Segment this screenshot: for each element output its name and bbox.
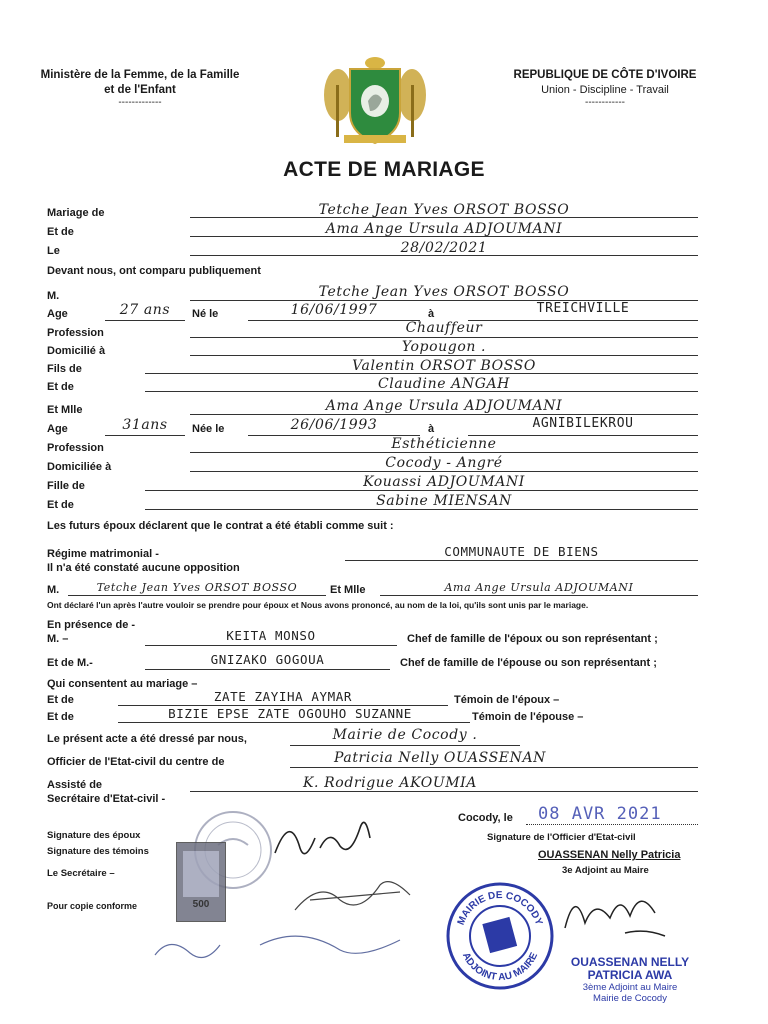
republic-motto: Union - Discipline - Travail <box>541 84 669 96</box>
label-contract-m: M. <box>47 584 60 596</box>
label-bride-mother: Et de <box>47 499 74 511</box>
secretary-value: K. Rodrigue AKOUMIA <box>302 775 478 791</box>
sig-epoux-label: Signature des époux <box>47 830 141 841</box>
groom-mother-value: Claudine ANGAH <box>377 376 510 392</box>
contract-bride-value: Ama Ange Ursula ADJOUMANI <box>444 581 634 594</box>
label-bride-mlle: Et Mlle <box>47 404 83 416</box>
presence-intro: En présence de - <box>47 619 136 631</box>
chef2-role: Chef de famille de l'épouse ou son représentant ; <box>400 657 657 669</box>
label-witness2: Et de <box>47 711 74 723</box>
bride-father-value: Kouassi ADJOUMANI <box>363 474 525 490</box>
label-groom-age: Age <box>47 308 68 320</box>
label-groom-m: M. <box>47 290 60 302</box>
label-groom-profession: Profession <box>47 327 104 339</box>
stamp-name2: PATRICIA AWA <box>587 968 673 982</box>
rule <box>190 414 698 415</box>
stamp-name1: OUASSENAN NELLY <box>570 955 690 969</box>
republic-dash: ------------ <box>585 97 625 108</box>
ministry-dash: ------------- <box>118 97 162 108</box>
rule <box>345 560 698 561</box>
label-bride-domicile: Domiciliée à <box>47 461 112 473</box>
rule <box>190 337 698 338</box>
label-contract-mlle: Et Mlle <box>330 584 366 596</box>
bride-mother-value: Sabine MIENSAN <box>376 493 512 509</box>
rule <box>145 669 390 670</box>
fiscal-stamp-image <box>183 851 219 897</box>
label-dresse: Le présent acte a été dressé par nous, <box>47 733 247 745</box>
rule <box>290 745 520 746</box>
label-groom-ne-le: Né le <box>192 308 219 320</box>
chef1-role: Chef de famille de l'époux ou son représentant ; <box>407 633 658 645</box>
bride-age-value: 31ans <box>122 417 168 433</box>
label-groom-domicile: Domicilié à <box>47 345 106 357</box>
rule <box>380 595 698 596</box>
round-stamp-top-text: MAIRIE DE COCODY <box>455 889 545 927</box>
groom-birthdate-value: 16/06/1997 <box>290 302 378 318</box>
round-stamp-adjoint <box>444 880 556 992</box>
republic-header <box>490 68 720 108</box>
bride-birthplace-value: AGNIBILEKROU <box>532 416 634 431</box>
witness-signature <box>290 870 420 920</box>
rule <box>105 435 185 436</box>
fiscal-stamp <box>176 842 226 922</box>
label-presence-et-de-m: Et de M.- <box>47 657 93 669</box>
groom-father-value: Valentin ORSOT BOSSO <box>352 358 536 374</box>
groom-profession-value: Chauffeur <box>405 320 483 336</box>
dresse-place-value: Mairie de Cocody . <box>332 727 478 743</box>
coat-of-arms-logo <box>318 55 432 147</box>
document-title: ACTE DE MARIAGE <box>283 158 485 181</box>
rule <box>145 490 698 491</box>
rule <box>68 595 326 596</box>
ministry-line2: et de l'Enfant <box>104 84 176 96</box>
label-bride-nee-le: Née le <box>192 423 225 435</box>
bride-profession-value: Esthéticienne <box>391 436 497 452</box>
date-stamp: 08 AVR 2021 <box>538 804 662 824</box>
witness2-role: Témoin de l'épouse – <box>472 711 584 723</box>
stamp-role1: 3ème Adjoint au Maire <box>582 982 678 993</box>
officer-name: OUASSENAN Nelly Patricia <box>538 849 681 861</box>
rule <box>118 722 470 723</box>
contract-intro: Les futurs époux déclarent que le contrat a été établi comme suit : <box>47 520 394 532</box>
rule <box>290 767 698 768</box>
republic-line1: REPUBLIQUE DE CÔTE D'IVOIRE <box>513 69 697 81</box>
ministry-line1: Ministère de la Femme, de la Famille <box>40 69 240 81</box>
regime-value: COMMUNAUTE DE BIENS <box>444 544 599 559</box>
bride-name-value: Ama Ange Ursula ADJOUMANI <box>325 398 563 414</box>
rule <box>190 791 698 792</box>
chef2-value: GNIZAKO GOGOUA <box>210 652 325 667</box>
contract-groom-value: Tetche Jean Yves ORSOT BOSSO <box>96 581 298 594</box>
rule <box>190 355 698 356</box>
officer-sig-label: Signature de l'Officier d'Etat-civil <box>487 832 636 843</box>
pour-copie-label: Pour copie conforme <box>47 901 138 911</box>
label-fille-de: Fille de <box>47 480 85 492</box>
le-secretaire-label: Le Secrétaire – <box>47 868 115 879</box>
consent-text: Qui consentent au mariage – <box>47 678 198 690</box>
witness1-value: ZATE ZAYIHA AYMAR <box>213 689 353 704</box>
mariage-de-value: Tetche Jean Yves ORSOT BOSSO <box>318 202 570 218</box>
witness1-role: Témoin de l'époux – <box>454 694 560 706</box>
rule <box>526 824 698 825</box>
round-stamp-bottom-text: ADJOINT AU MAIRE <box>459 950 541 984</box>
officer-signature <box>555 878 675 948</box>
label-bride-age: Age <box>47 423 68 435</box>
bride-domicile-value: Cocody - Angré <box>385 455 503 471</box>
no-opposition-text: Il n'a été constaté aucune opposition <box>47 562 240 574</box>
label-bride-a: à <box>428 423 435 435</box>
stamp-role2: Mairie de Cocody <box>593 993 667 1004</box>
label-mariage-de: Mariage de <box>47 207 105 219</box>
groom-domicile-value: Yopougon . <box>401 339 487 355</box>
groom-birthplace-value: TREICHVILLE <box>536 301 630 316</box>
date-prefix: Cocody, le <box>458 812 513 824</box>
rule <box>190 452 698 453</box>
officer-name-stamp <box>555 956 705 1004</box>
officer-value: Patricia Nelly OUASSENAN <box>333 750 547 766</box>
rule <box>145 645 397 646</box>
witness2-value: BIZIE EPSE ZATE OGOUHO SUZANNE <box>168 706 412 721</box>
chef1-value: KEITA MONSO <box>226 628 316 643</box>
label-presence-m: M. – <box>47 633 69 645</box>
devant-nous-text: Devant nous, ont comparu publiquement <box>47 265 261 277</box>
label-regime: Régime matrimonial - <box>47 548 159 560</box>
label-officier: Officier de l'Etat-civil du centre de <box>47 756 225 768</box>
label-assiste: Assisté de <box>47 779 103 791</box>
rule <box>105 320 185 321</box>
label-groom-a: à <box>428 308 435 320</box>
officer-role: 3e Adjoint au Maire <box>562 865 649 876</box>
groom-name-value: Tetche Jean Yves ORSOT BOSSO <box>318 284 570 300</box>
label-fils-de: Fils de <box>47 363 82 375</box>
declaration-text: Ont déclaré l'un après l'autre vouloir se prendre pour époux et Nous avons prononcé, au nom de la loi, qu'ils sont unis par le mariage. <box>47 600 589 610</box>
label-secretaire-etat-civil: Secrétaire d'Etat-civil - <box>47 793 166 805</box>
marriage-date-value: 28/02/2021 <box>400 240 488 256</box>
groom-age-value: 27 ans <box>119 302 171 318</box>
et-de-value: Ama Ange Ursula ADJOUMANI <box>325 221 563 237</box>
fiscal-stamp-value: 500 <box>192 899 210 910</box>
label-bride-profession: Profession <box>47 442 104 454</box>
groom-signature <box>270 808 380 868</box>
bride-birthdate-value: 26/06/1993 <box>290 417 378 433</box>
label-et-de: Et de <box>47 226 74 238</box>
ministry-header <box>10 68 270 108</box>
rule <box>145 509 698 510</box>
bride-signature <box>150 915 410 975</box>
label-le: Le <box>47 245 60 257</box>
rule <box>190 471 698 472</box>
sig-temoins-label: Signature des témoins <box>47 846 149 857</box>
label-groom-mother: Et de <box>47 381 74 393</box>
label-witness1: Et de <box>47 694 74 706</box>
